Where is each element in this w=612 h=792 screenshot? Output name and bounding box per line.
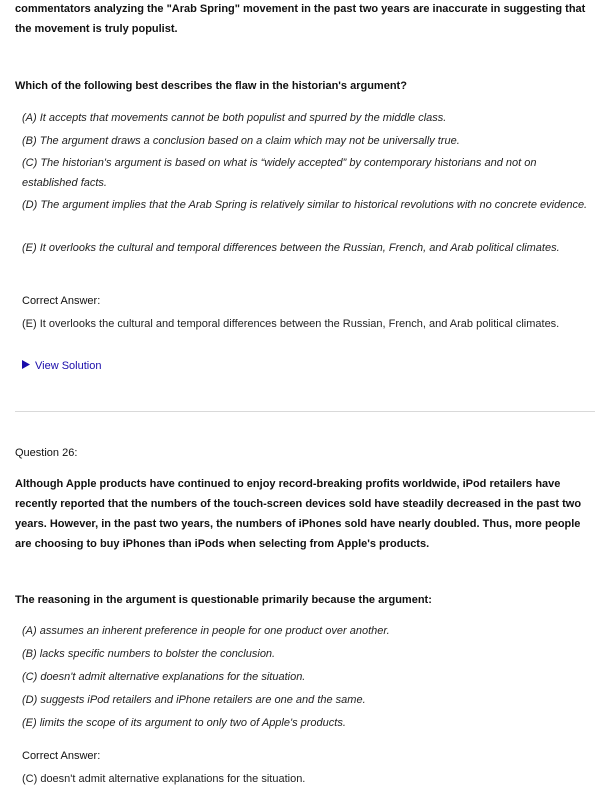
passage-continuation: commentators analyzing the "Arab Spring" movement in the past two years are inaccurate in suggesting that the movement is truly populist. — [15, 3, 586, 35]
answer-option-d: (D) suggests iPod retailers and iPhone retailers are one and the same. — [22, 694, 366, 706]
view-solution-label: View Solution — [35, 360, 102, 372]
correct-answer-text: (C) doesn't admit alternative explanations for the situation. — [22, 773, 306, 785]
answer-option-b: (B) The argument draws a conclusion based on a claim which may not be universally true. — [22, 135, 460, 147]
question-stem: Which of the following best describes the flaw in the historian's argument? — [15, 80, 407, 92]
answer-option-c: (C) The historian's argument is based on what is “widely accepted” by contemporary historians and not on established facts. — [22, 157, 537, 189]
play-triangle-icon — [22, 356, 30, 376]
correct-answer-text: (E) It overlooks the cultural and temporal differences between the Russian, French, and Arab political climates. — [22, 318, 560, 330]
view-solution-link[interactable] — [22, 356, 101, 376]
question-passage: Although Apple products have continued to enjoy record-breaking profits worldwide, iPod retailers have recently reported that the numbers of the touch-screen devices sold have steadily decreased in the past two years. However, in the past two years, the numbers of iPhones sold have nearly doubled. Thus, more people are choosing to buy iPhones than iPods when selecting from Apple's products. — [15, 478, 582, 550]
correct-answer-label: Correct Answer: — [22, 295, 101, 307]
section-divider — [15, 411, 595, 412]
answer-option-c: (C) doesn't admit alternative explanations for the situation. — [22, 671, 306, 683]
answer-option-b: (B) lacks specific numbers to bolster the conclusion. — [22, 648, 276, 660]
answer-option-e: (E) limits the scope of its argument to only two of Apple's products. — [22, 717, 346, 729]
correct-answer-label: Correct Answer: — [22, 750, 101, 762]
question-stem: The reasoning in the argument is questionable primarily because the argument: — [15, 594, 432, 606]
answer-option-a: (A) assumes an inherent preference in people for one product over another. — [22, 625, 390, 637]
answer-option-e: (E) It overlooks the cultural and temporal differences between the Russian, French, and Arab political climates. — [22, 242, 560, 254]
question-heading: Question 26: — [15, 447, 78, 459]
answer-option-d: (D) The argument implies that the Arab Spring is relatively similar to historical revolutions with no concrete evidence. — [22, 199, 588, 211]
answer-option-a: (A) It accepts that movements cannot be both populist and spurred by the middle class. — [22, 112, 447, 124]
